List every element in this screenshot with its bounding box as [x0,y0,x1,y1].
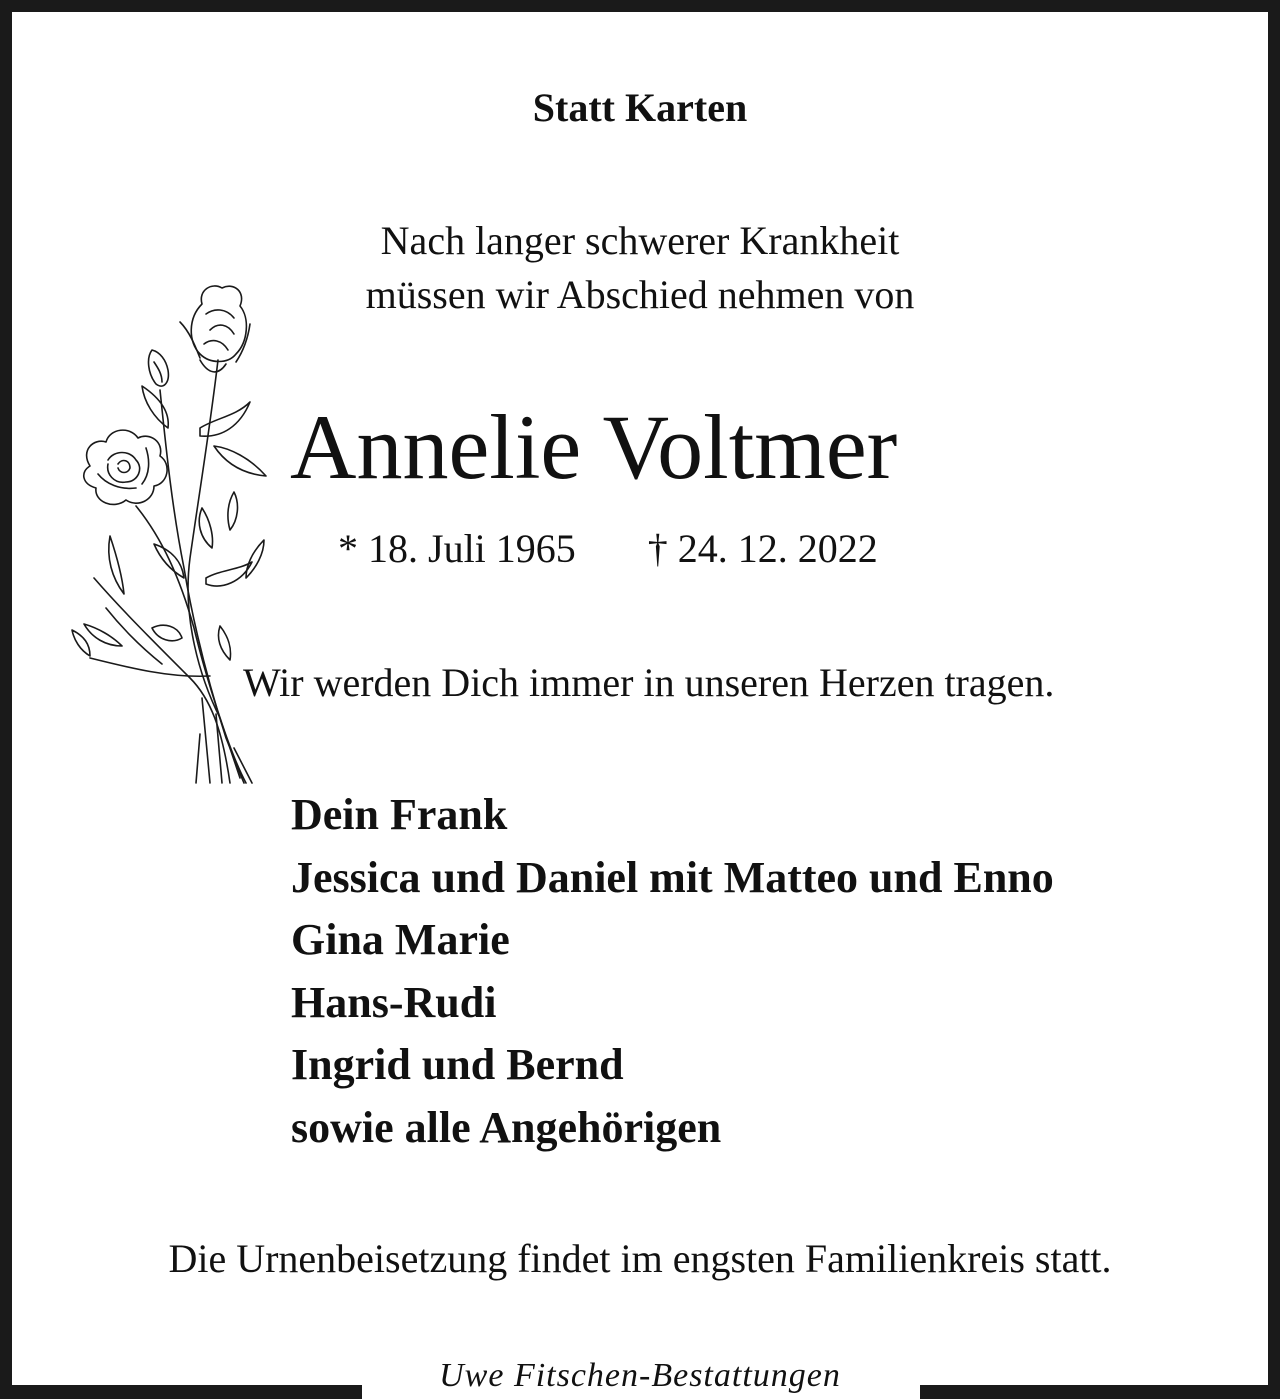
deceased-name: Annelie Voltmer [290,396,898,498]
death-date: † 24. 12. 2022 [647,526,878,571]
life-dates [338,522,878,576]
undertaker-name: Uwe Fitschen-Bestattungen [439,1357,841,1394]
mourner-entry: Gina Marie [291,915,510,964]
birth-date: * 18. Juli 1965 [338,526,576,571]
burial-note: Die Urnenbeisetzung findet im engsten Familienkreis statt. [168,1236,1112,1281]
notice-heading: Statt Karten [532,85,748,130]
intro-line: Nach langer schwerer Krankheit [380,218,900,263]
mourner-entry: Dein Frank [291,790,508,839]
rose-drawing-icon [50,278,290,788]
mourners-list [291,784,1054,1159]
mourner-entry: Ingrid und Bernd [291,1040,624,1089]
mourner-entry: sowie alle Angehörigen [291,1102,722,1152]
memorial-motto: Wir werden Dich immer in unseren Herzen tragen. [243,660,1055,705]
mourner-entry: Hans-Rudi [291,977,497,1027]
intro-line: müssen wir Abschied nehmen von [365,272,915,317]
mourner-entry: Jessica und Daniel mit Matteo und Enno [291,852,1054,902]
